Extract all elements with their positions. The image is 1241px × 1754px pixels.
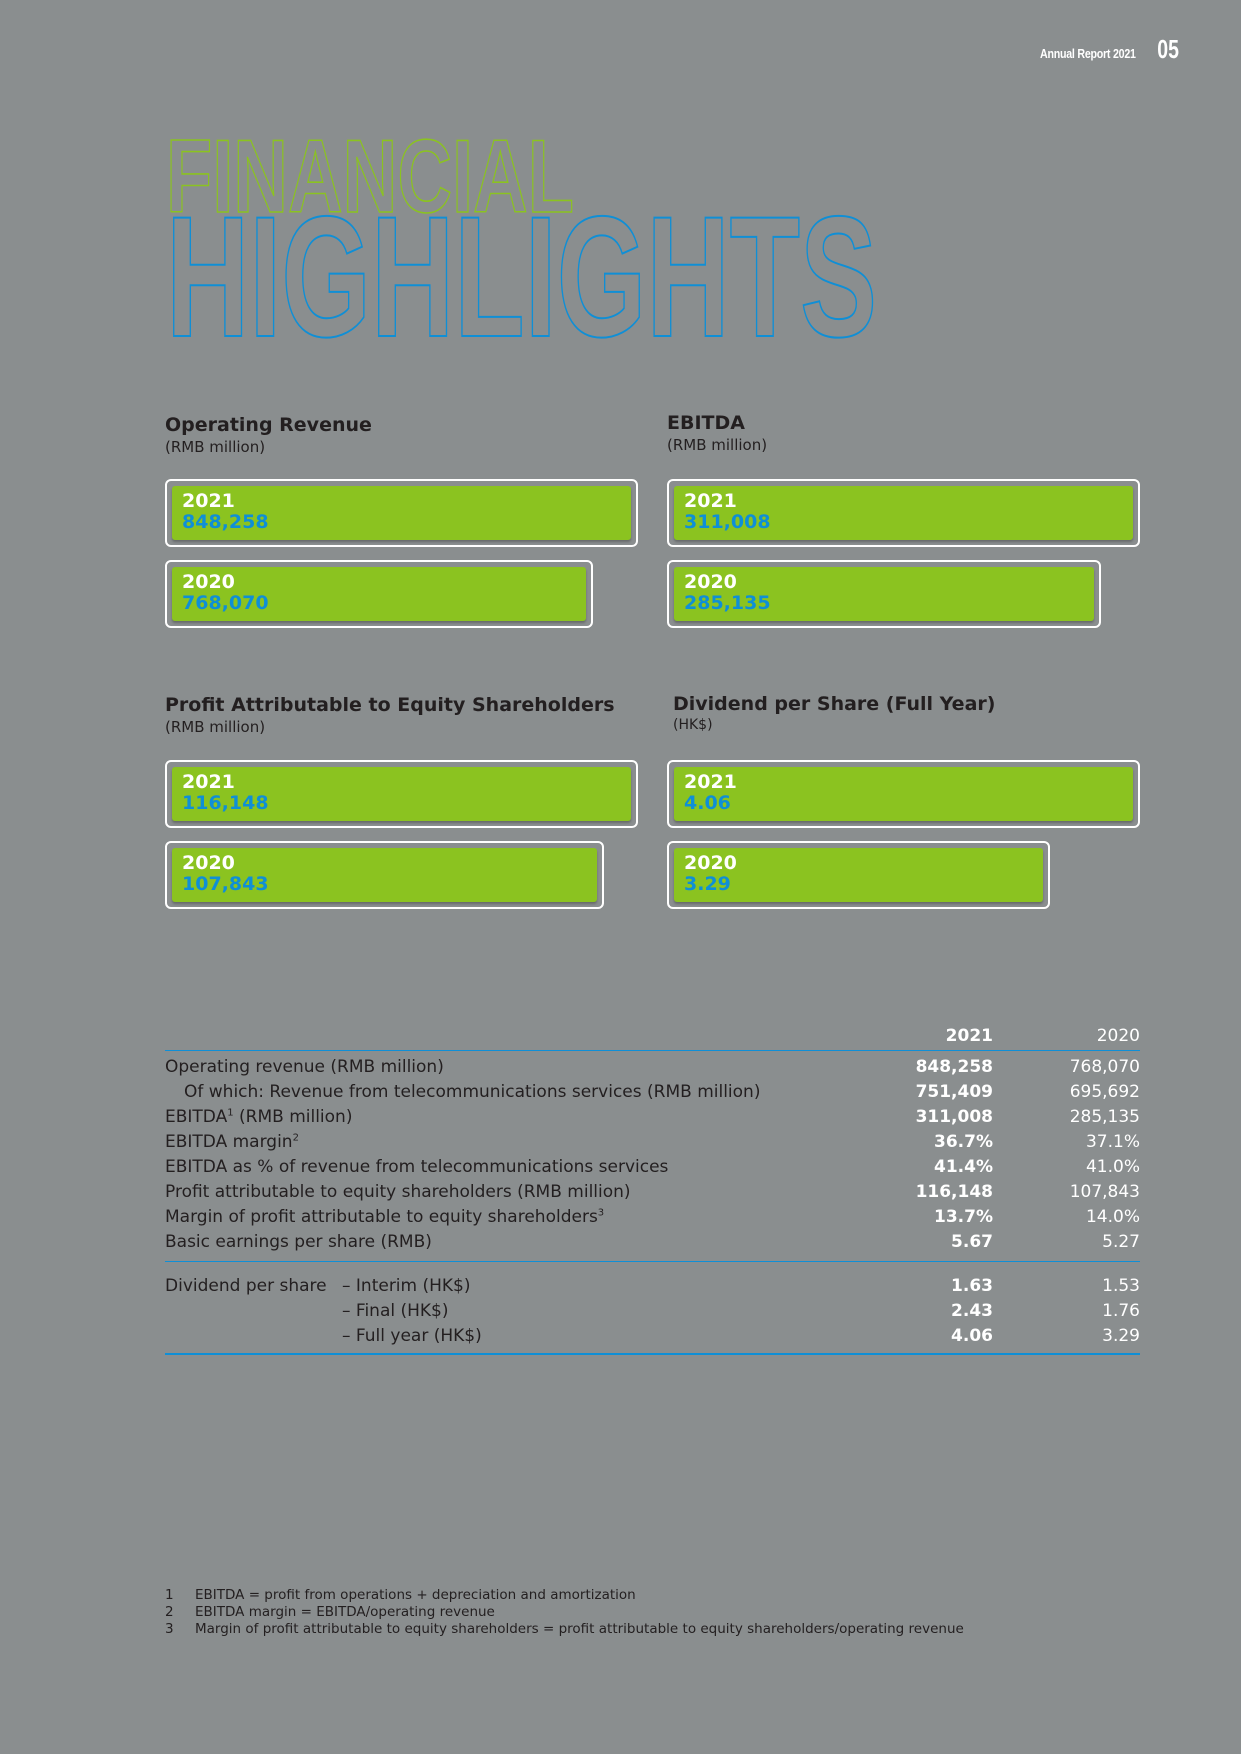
table-row — [165, 1274, 1140, 1299]
bar-fill — [172, 486, 631, 540]
bar-year: 2021 — [182, 490, 235, 512]
bar-2021 — [165, 479, 638, 547]
title-line-2: HIGHLIGHTS — [166, 181, 877, 340]
bar-2021 — [165, 760, 638, 828]
row-label: EBITDA as % of revenue from telecommunications services — [165, 1157, 669, 1177]
footnote-ref: 3 — [597, 1207, 605, 1219]
value-2020: 1.53 — [1102, 1276, 1140, 1296]
bar-value: 285,135 — [684, 592, 771, 614]
footnote-ref: 1 — [227, 1107, 234, 1119]
bar-2021 — [667, 760, 1140, 828]
row-label: Of which: Revenue from telecommunications services (RMB million) — [184, 1082, 761, 1102]
table-section-main — [165, 1051, 1140, 1262]
bar-value: 311,008 — [684, 511, 771, 533]
table-header — [165, 1020, 1140, 1051]
footnote-ref: 2 — [292, 1132, 299, 1144]
bar-value: 3.29 — [684, 873, 731, 895]
bar-value: 768,070 — [182, 592, 269, 614]
bar-value: 848,258 — [182, 511, 269, 533]
header-2020: 2020 — [1096, 1026, 1140, 1046]
row-label-group — [165, 1205, 604, 1230]
chart-dividend-per-share — [667, 693, 1140, 914]
row-label-group — [165, 1105, 352, 1130]
chart-unit: (RMB million) — [667, 436, 768, 454]
header-2021: 2021 — [945, 1026, 993, 1046]
chart-unit: (HK$) — [673, 717, 713, 733]
bar-fill — [674, 767, 1133, 821]
row-label: EBITDA — [165, 1107, 228, 1127]
table-row — [165, 1105, 1140, 1130]
chart-unit: (RMB million) — [165, 718, 266, 736]
value-2020: 3.29 — [1102, 1326, 1140, 1346]
value-2021: 41.4% — [934, 1157, 993, 1177]
table-row — [165, 1080, 1140, 1105]
row-label-group — [165, 1130, 299, 1155]
value-2020: 14.0% — [1085, 1207, 1140, 1227]
value-2021: 848,258 — [915, 1057, 993, 1077]
bar-fill — [172, 567, 586, 621]
chart-profit-attributable — [165, 694, 638, 914]
value-2020: 285,135 — [1069, 1107, 1140, 1127]
bar-fill — [172, 848, 597, 902]
row-label: Basic earnings per share (RMB) — [165, 1232, 432, 1252]
bar-2020 — [165, 841, 604, 909]
chart-ebitda — [667, 412, 1140, 634]
table-row — [165, 1130, 1140, 1155]
chart-title: Operating Revenue — [165, 414, 372, 436]
title-line-1: FINANCIAL — [166, 120, 574, 235]
bar-fill — [674, 567, 1094, 621]
footnote-text: EBITDA margin = EBITDA/operating revenue — [195, 1604, 495, 1620]
row-label-suffix: (RMB million) — [233, 1107, 353, 1127]
footnote-number: 3 — [165, 1621, 174, 1637]
row-label: – Interim (HK$) — [342, 1276, 471, 1296]
bar-year: 2020 — [684, 571, 737, 593]
value-2020: 1.76 — [1102, 1301, 1140, 1321]
chart-title: EBITDA — [667, 412, 745, 434]
page-title — [160, 120, 900, 340]
value-2021: 116,148 — [915, 1182, 993, 1202]
bar-fill — [674, 848, 1043, 902]
value-2021: 2.43 — [951, 1301, 993, 1321]
table-row — [165, 1324, 1140, 1349]
bar-year: 2020 — [182, 571, 235, 593]
chart-title: Profit Attributable to Equity Shareholders — [165, 694, 615, 716]
table-row — [165, 1155, 1140, 1180]
footnote-text: EBITDA = profit from operations + depreciation and amortization — [195, 1587, 636, 1603]
report-title: Annual Report 2021 — [1040, 46, 1137, 61]
bar-2020 — [165, 560, 593, 628]
bar-year: 2021 — [684, 490, 737, 512]
value-2020: 5.27 — [1102, 1232, 1140, 1252]
bar-value: 4.06 — [684, 792, 731, 814]
value-2020: 107,843 — [1069, 1182, 1140, 1202]
row-label: – Full year (HK$) — [342, 1326, 482, 1346]
row-label: Profit attributable to equity shareholders (RMB million) — [165, 1182, 631, 1202]
value-2021: 311,008 — [915, 1107, 993, 1127]
table-row — [165, 1230, 1140, 1255]
footnote-number: 1 — [165, 1587, 174, 1603]
bar-year: 2021 — [684, 771, 737, 793]
table-row — [165, 1055, 1140, 1080]
bar-2021 — [667, 479, 1140, 547]
value-2021: 4.06 — [951, 1326, 993, 1346]
chart-unit: (RMB million) — [165, 438, 266, 456]
table-row — [165, 1180, 1140, 1205]
value-2020: 768,070 — [1069, 1057, 1140, 1077]
chart-title: Dividend per Share (Full Year) — [673, 693, 996, 715]
row-label: Margin of profit attributable to equity shareholders — [165, 1207, 598, 1227]
value-2021: 5.67 — [951, 1232, 993, 1252]
value-2020: 695,692 — [1069, 1082, 1140, 1102]
row-label: Operating revenue (RMB million) — [165, 1057, 444, 1077]
table-section-dividend — [165, 1262, 1140, 1355]
bar-2020 — [667, 841, 1050, 909]
value-2021: 36.7% — [934, 1132, 993, 1152]
value-2021: 751,409 — [915, 1082, 993, 1102]
value-2020: 37.1% — [1085, 1132, 1140, 1152]
page-number: 05 — [1157, 34, 1179, 64]
bar-value: 116,148 — [182, 792, 269, 814]
table-row — [165, 1299, 1140, 1324]
row-label: EBITDA margin — [165, 1132, 293, 1152]
bar-year: 2021 — [182, 771, 235, 793]
value-2021: 13.7% — [934, 1207, 993, 1227]
chart-operating-revenue — [165, 414, 638, 634]
dividend-label: Dividend per share — [165, 1276, 327, 1296]
row-label: – Final (HK$) — [342, 1301, 449, 1321]
financial-summary-table — [165, 1020, 1140, 1355]
bar-value: 107,843 — [182, 873, 269, 895]
footnote-text: Margin of profit attributable to equity shareholders = profit attributable to equity shareholders/operating revenue — [195, 1621, 964, 1637]
value-2021: 1.63 — [951, 1276, 993, 1296]
bar-fill — [172, 767, 631, 821]
bar-year: 2020 — [684, 852, 737, 874]
bar-fill — [674, 486, 1133, 540]
table-row — [165, 1205, 1140, 1230]
page-header — [1019, 34, 1179, 65]
footnote-number: 2 — [165, 1604, 174, 1620]
value-2020: 41.0% — [1085, 1157, 1140, 1177]
bar-year: 2020 — [182, 852, 235, 874]
bar-2020 — [667, 560, 1101, 628]
